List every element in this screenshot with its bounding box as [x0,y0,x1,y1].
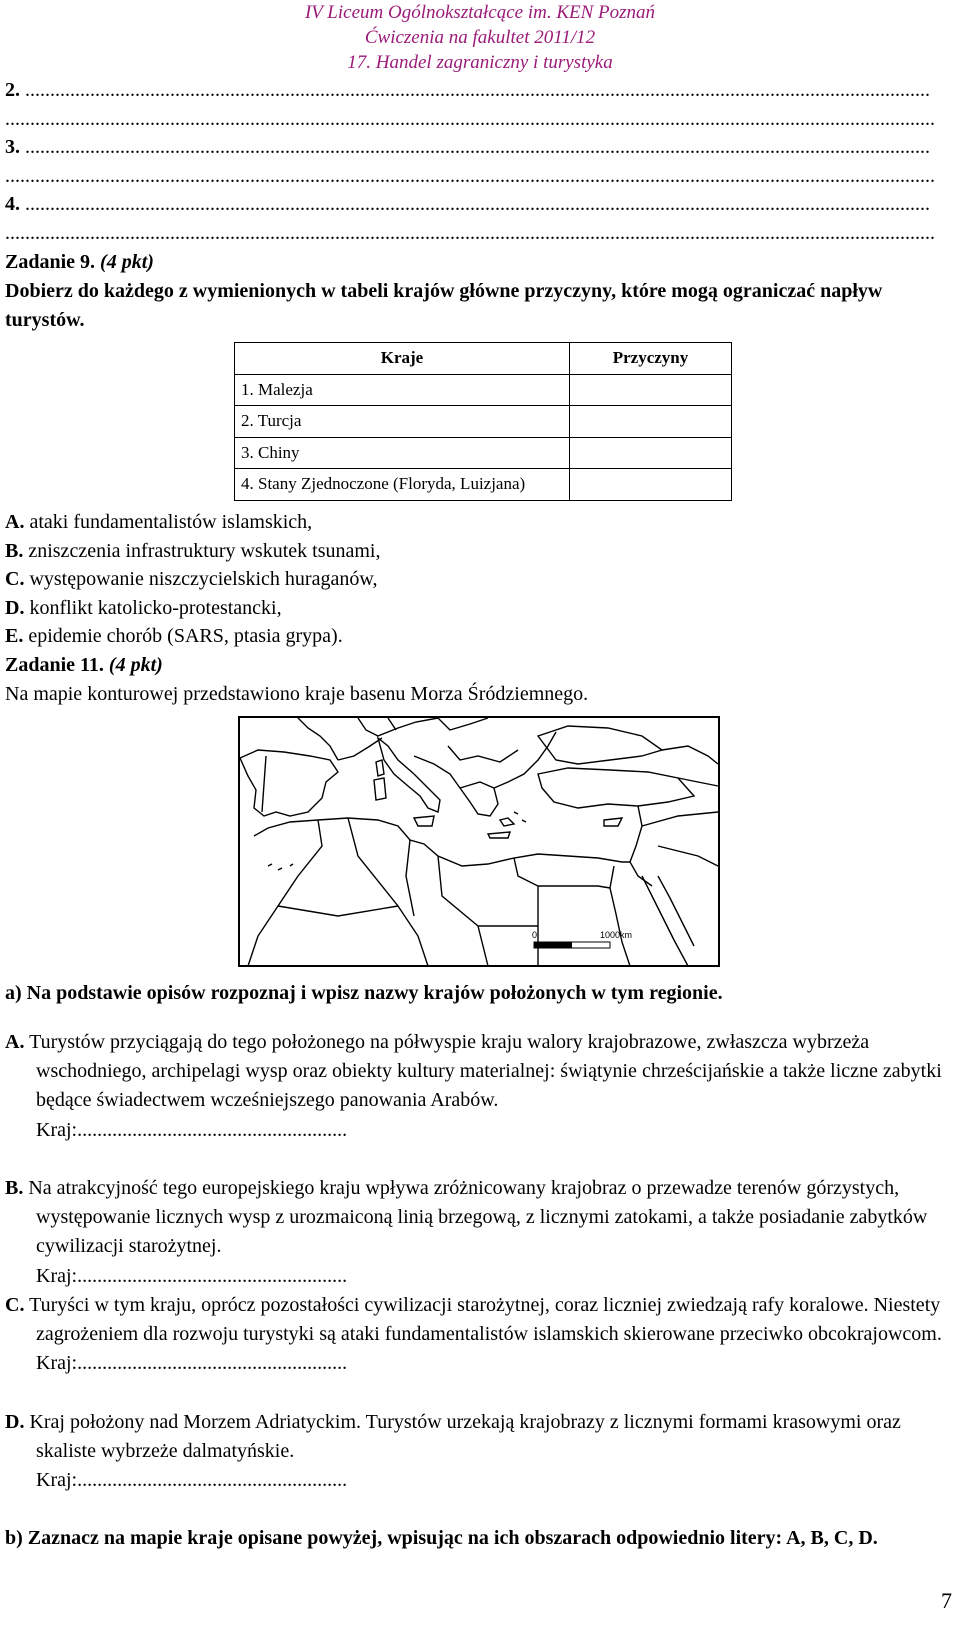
header-school: IV Liceum Ogólnokształcące im. KEN Poznań [304,2,656,23]
kraj-answer-a[interactable]: Kraj:...................................................... [36,1118,348,1141]
kraj-answer-c[interactable]: Kraj:...................................................... [36,1352,348,1375]
answer-cell[interactable] [570,374,732,406]
header-topic: 17. Handel zagraniczny i turystyka [347,52,613,73]
page-number: 7 [941,1588,952,1613]
mediterranean-outline-map [238,716,720,967]
answer-line-3b: .......................................................................................................................................................................................... [5,165,935,187]
answer-cell[interactable] [570,469,732,501]
task9-instruction: Dobierz do każdego z wymienionych w tabeli krajów główne przyczyny, które mogą ograniczać napływ turystów. [5,280,883,331]
answer-line-2: 2. ..................................................................................................................................................................................... [5,79,930,101]
description-b: B. Na atrakcyjność tego europejskiego kraju wpływa zróżnicowany krajobraz o przewadze terenów górzystych, występowanie licznych wysp z urozmaiconą linią brzegową, z licznymi zatokami, a także posiadanie zabytków cywilizacji starożytnej. Kraj:...................................................... [5,1174,945,1291]
scale-end: 1000km [600,930,633,940]
header-course: Ćwiczenia na fakultet 2011/12 [364,27,596,48]
answer-line-3: 3. ..................................................................................................................................................................................... [5,136,930,158]
part-a-instruction: a) Na podstawie opisów rozpoznaj i wpisz nazwy krajów położonych w tym regionie. [5,982,723,1004]
task11-intro: Na mapie konturowej przedstawiono kraje basenu Morza Śródziemnego. [5,682,589,705]
option-e: E. epidemie chorób (SARS, ptasia grypa). [5,625,343,648]
answer-cell[interactable] [570,406,732,438]
table-row: 1. Malezja [235,374,732,406]
description-c: C. Turyści w tym kraju, oprócz pozostałości cywilizacji starożytnej, coraz liczniej zwiedzają rafy koralowe. Niestety zagrożeniem dla rozwoju turystyki są ataki fundamentalistów islamskich skierowane przeciwko obcokrajowcom. Kraj:...................................................... [5,1291,945,1379]
task9-heading: Zadanie 9. (4 pkt) [5,251,154,273]
description-d: D. Kraj położony nad Morzem Adriatyckim. Turystów urzekają krajobrazy z licznymi formami krasowymi oraz skaliste wybrzeże dalmatyńskie. Kraj:...................................................... [5,1408,945,1496]
options-list [5,508,588,708]
table-row: 2. Turcja [235,406,732,438]
scale-zero: 0 [532,930,538,940]
page-header [0,0,960,75]
table-header-causes: Przyczyny [570,343,732,375]
answer-line-2b: .......................................................................................................................................................................................... [5,108,935,130]
answer-line-4: 4. ..................................................................................................................................................................................... [5,193,930,215]
countries-table [234,342,732,501]
option-d: D. konflikt katolicko-protestancki, [5,596,282,619]
task11-heading: Zadanie 11. (4 pkt) [5,653,163,676]
table-header-countries: Kraje [235,343,570,375]
kraj-answer-b[interactable]: Kraj:...................................................... [36,1264,348,1287]
kraj-answer-d[interactable]: Kraj:...................................................... [36,1469,348,1492]
answer-line-4b: .......................................................................................................................................................................................... [5,222,935,244]
option-c: C. występowanie niszczycielskich huraganów, [5,568,378,591]
option-a: A. ataki fundamentalistów islamskich, [5,511,313,533]
part-b-instruction: b) Zaznacz na mapie kraje opisane powyżej, wpisując na ich obszarach odpowiednio litery: A, B, C, D. [5,1527,878,1549]
table-row: 4. Stany Zjednoczone (Floryda, Luizjana) [235,469,732,501]
option-b: B. zniszczenia infrastruktury wskutek tsunami, [5,539,381,562]
answer-cell[interactable] [570,437,732,469]
description-a: A. Turystów przyciągają do tego położonego na półwyspie kraju walory krajobrazowe, zwłaszcza wybrzeża wschodniego, archipelagi wysp oraz obiekty kultury materialnej: świątynie chrześcijańskie a także liczne zabytki będące świadectwem wcześniejszego panowania Arabów. Kraj:...................................................... [5,1028,945,1145]
table-row: 3. Chiny [235,437,732,469]
